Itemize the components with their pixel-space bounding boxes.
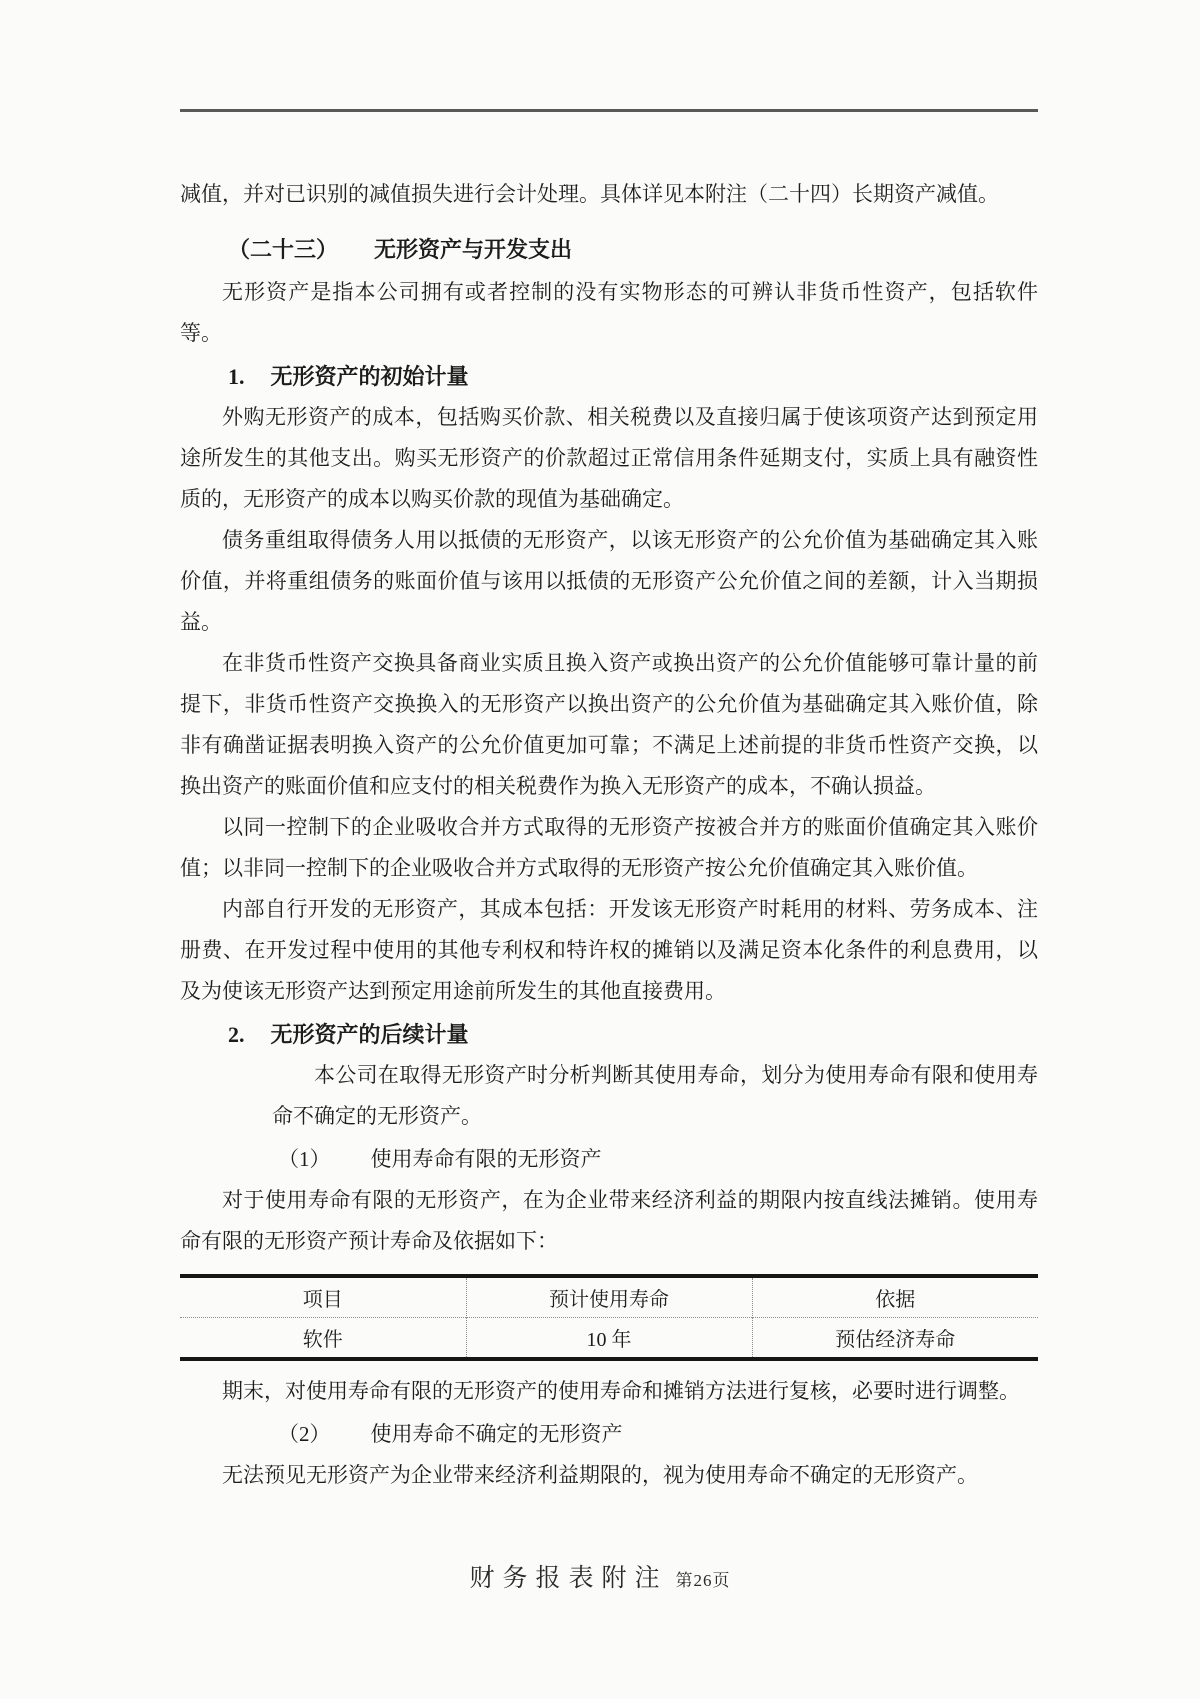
paragraph-carryover: 减值，并对已识别的减值损失进行会计处理。具体详见本附注（二十四）长期资产减值。 xyxy=(180,182,999,206)
subsection-2-title: 无形资产的后续计量 xyxy=(270,1022,469,1047)
useful-life-table xyxy=(180,1274,1038,1361)
table-header-expected-life: 预计使用寿命 xyxy=(466,1276,752,1318)
section-title: 无形资产与开发支出 xyxy=(374,237,573,262)
section-number: （二十三） xyxy=(228,237,339,262)
section-heading xyxy=(228,229,1038,270)
subsection-2-number: 2. xyxy=(228,1022,245,1047)
table-header-basis: 依据 xyxy=(752,1276,1038,1318)
item-2-number: （2） xyxy=(278,1422,331,1446)
header-rule xyxy=(180,109,1038,112)
item-2-title: 使用寿命不确定的无形资产 xyxy=(370,1422,623,1446)
paragraph-self-developed: 内部自行开发的无形资产，其成本包括：开发该无形资产时耗用的材料、劳务成本、注册费、在开发过程中使用的其他专利权和特许权的摊销以及满足资本化条件的利息费用，以及为使该无形资产达到预定用途前所发生的其他直接费用。 xyxy=(180,897,1038,1003)
subsection-1-number: 1. xyxy=(228,364,245,389)
table-header-row xyxy=(180,1276,1038,1318)
paragraph-finite-life: 对于使用寿命有限的无形资产，在为企业带来经济利益的期限内按直线法摊销。使用寿命有限的无形资产预计寿命及依据如下： xyxy=(180,1188,1038,1253)
table-cell-basis: 预估经济寿命 xyxy=(752,1318,1038,1360)
paragraph-useful-life-intro: 本公司在取得无形资产时分析判断其使用寿命，划分为使用寿命有限和使用寿命不确定的无形资产。 xyxy=(272,1063,1038,1128)
table-cell-expected-life: 10 年 xyxy=(466,1318,752,1360)
page-footer xyxy=(0,1558,1200,1594)
paragraph-debt-restructuring: 债务重组取得债务人用以抵债的无形资产，以该无形资产的公允价值为基础确定其入账价值，并将重组债务的账面价值与该用以抵债的无形资产公允价值之间的差额，计入当期损益。 xyxy=(180,528,1038,634)
paragraph-period-end-review: 期末，对使用寿命有限的无形资产的使用寿命和摊销方法进行复核，必要时进行调整。 xyxy=(222,1379,1020,1403)
item-1-number: （1） xyxy=(278,1147,331,1171)
subsection-1-title: 无形资产的初始计量 xyxy=(270,364,469,389)
subsection-1-heading xyxy=(228,356,1038,397)
paragraph-merger: 以同一控制下的企业吸收合并方式取得的无形资产按被合并方的账面价值确定其入账价值；以非同一控制下的企业吸收合并方式取得的无形资产按公允价值确定其入账价值。 xyxy=(180,815,1038,880)
footer-page-number: 第26页 xyxy=(675,1571,731,1590)
table-cell-item: 软件 xyxy=(302,1329,343,1351)
item-1-title: 使用寿命有限的无形资产 xyxy=(370,1147,602,1171)
item-2-heading xyxy=(278,1414,1038,1455)
paragraph-indefinite-life: 无法预见无形资产为企业带来经济利益期限的，视为使用寿命不确定的无形资产。 xyxy=(222,1463,978,1487)
footer-title: 财务报表附注 xyxy=(469,1565,668,1592)
subsection-2-heading xyxy=(228,1014,1038,1055)
paragraph-purchased-cost: 外购无形资产的成本，包括购买价款、相关税费以及直接归属于使该项资产达到预定用途所发生的其他支出。购买无形资产的价款超过正常信用条件延期支付，实质上具有融资性质的，无形资产的成本以购买价款的现值为基础确定。 xyxy=(180,405,1038,511)
paragraph-intro: 无形资产是指本公司拥有或者控制的没有实物形态的可辨认非货币性资产，包括软件等。 xyxy=(180,280,1038,345)
table-header-item: 项目 xyxy=(302,1289,343,1311)
paragraph-nonmonetary-exchange: 在非货币性资产交换具备商业实质且换入资产或换出资产的公允价值能够可靠计量的前提下，非货币性资产交换换入的无形资产以换出资产的公允价值为基础确定其入账价值，除非有确凿证据表明换入资产的公允价值更加可靠；不满足上述前提的非货币性资产交换，以换出资产的账面价值和应支付的相关税费作为换入无形资产的成本，不确认损益。 xyxy=(180,651,1038,798)
item-1-heading xyxy=(278,1139,1038,1180)
table-row xyxy=(180,1318,1038,1360)
